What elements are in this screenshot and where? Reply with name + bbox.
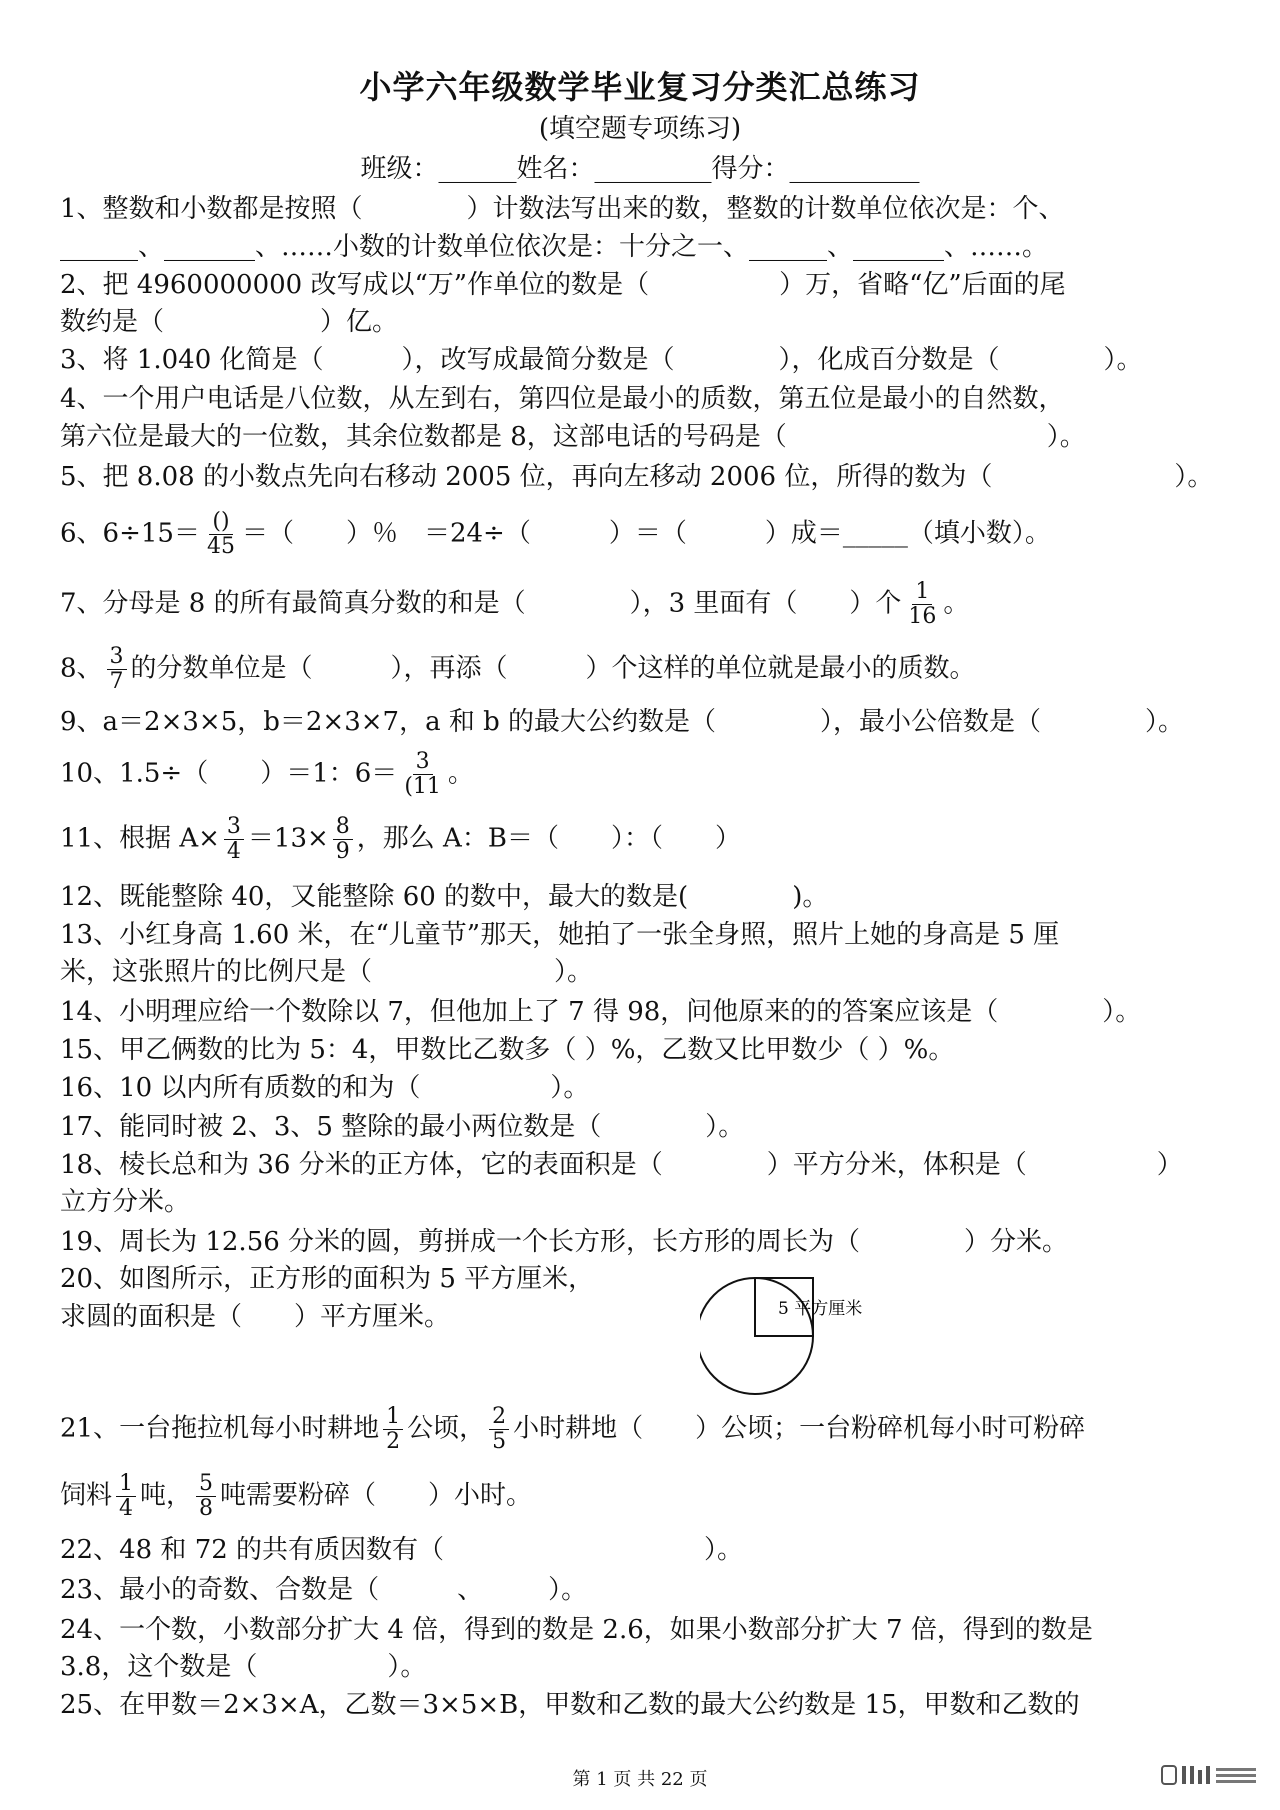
fraction xyxy=(333,815,353,864)
question-line: 3.8，这个数是（ ）。 xyxy=(60,1652,427,1682)
fraction xyxy=(204,510,238,559)
question-6 xyxy=(60,510,1225,559)
fraction xyxy=(383,1405,403,1454)
fraction xyxy=(196,1472,216,1521)
fraction xyxy=(489,1405,509,1454)
fraction-numerator: 2 xyxy=(489,1405,509,1430)
question-line: 13、小红身高 1.60 米，在“儿童节”那天，她拍了一张全身照，照片上她的身高是 5 厘 xyxy=(60,920,1060,950)
circle-square-figure xyxy=(700,1268,900,1398)
question-line: 20、如图所示，正方形的面积为 5 平方厘米， xyxy=(60,1264,595,1294)
q11-text-mid: ＝13× xyxy=(247,823,329,854)
q6-text-a: 6、6÷15＝ xyxy=(60,518,200,549)
fraction-numerator: 3 xyxy=(413,750,433,775)
fraction-numerator: 1 xyxy=(383,1405,403,1430)
question-8 xyxy=(60,645,1225,694)
question-9: 9、a＝2×3×5，b＝2×3×7，a 和 b 的最大公约数是（ ），最小公倍数是（ ）。 xyxy=(60,707,1185,737)
fraction xyxy=(224,815,244,864)
q8-text-a: 8、 xyxy=(60,653,103,684)
page-title: 小学六年级数学毕业复习分类汇总练习 xyxy=(359,68,921,106)
q21b-text-mid: 吨， xyxy=(140,1480,193,1511)
fraction-denominator: (11 xyxy=(404,774,441,799)
q8-text-b: 的分数单位是（ ），再添（ ）个这样的单位就是最小的质数。 xyxy=(130,653,976,684)
fraction-denominator: 9 xyxy=(335,839,350,864)
fraction-denominator: 2 xyxy=(386,1429,401,1454)
question-11 xyxy=(60,815,1225,864)
watermark-logo xyxy=(1160,1762,1260,1788)
question-line: 数约是（ ）亿。 xyxy=(60,307,399,337)
question-line: 3、将 1.040 化简是（ ），改写成最简分数是（ ），化成百分数是（ ）。 xyxy=(60,345,1143,375)
fraction-numerator: 1 xyxy=(912,580,932,605)
question-line: 4、一个用户电话是八位数，从左到右，第四位是最小的质数，第五位是最小的自然数， xyxy=(60,384,1065,414)
q10-text-b: 。 xyxy=(447,758,474,789)
question-line: ______、_______、……小数的计数单位依次是：十分之一、______、_______、……。 xyxy=(60,232,1049,262)
q7-text-a: 7、分母是 8 的所有最简真分数的和是（ ），3 里面有（ ）个 xyxy=(60,588,902,619)
page-subtitle: (填空题专项练习) xyxy=(538,114,742,144)
q7-text-b: 。 xyxy=(943,588,970,619)
question-line: 12、既能整除 40，又能整除 60 的数中，最大的数是( )。 xyxy=(60,882,829,912)
question-line: 22、48 和 72 的共有质因数有（ ）。 xyxy=(60,1535,744,1565)
question-line: 19、周长为 12.56 分米的圆，剪拼成一个长方形，长方形的周长为（ ）分米。 xyxy=(60,1227,1069,1257)
fraction-numerator: 8 xyxy=(333,815,353,840)
question-line: 立方分米。 xyxy=(60,1187,191,1217)
page-footer: 第 1 页 共 22 页 xyxy=(572,1769,708,1790)
question-line: 1、整数和小数都是按照（ ）计数法写出来的数，整数的计数单位依次是：个、 xyxy=(60,194,1065,224)
fraction-denominator: 7 xyxy=(109,669,124,694)
fraction-numerator: 3 xyxy=(107,645,127,670)
fraction-denominator: 5 xyxy=(492,1429,507,1454)
q21b-text-b: 吨需要粉碎（ ）小时。 xyxy=(220,1480,533,1511)
fraction xyxy=(116,1472,136,1521)
question-line: 23、最小的奇数、合数是（ 、 ）。 xyxy=(60,1575,588,1605)
question-10 xyxy=(60,750,1225,799)
question-line: 16、10 以内所有质数的和为（ ）。 xyxy=(60,1073,590,1103)
q21b-text-a: 饲料 xyxy=(60,1480,113,1511)
question-line: 14、小明理应给一个数除以 7，但他加上了 7 得 98，问他原来的的答案应该是（ ）。 xyxy=(60,997,1142,1027)
q21a-text-mid: 公顷， xyxy=(407,1413,486,1444)
q21a-text-b: 小时耕地（ ）公顷；一台粉碎机每小时可粉碎 xyxy=(513,1413,1086,1444)
question-line: 15、甲乙俩数的比为 5：4，甲数比乙数多（ ）%，乙数又比甲数少（ ）%。 xyxy=(60,1035,955,1065)
question-7 xyxy=(60,580,1225,629)
q10-text-a: 10、1.5÷（ ）＝1：6＝ xyxy=(60,758,398,789)
question-line: 25、在甲数＝2×3×A，乙数＝3×5×B，甲数和乙数的最大公约数是 15，甲数和乙数的 xyxy=(60,1690,1080,1720)
student-info-line: 班级：______姓名：_________得分：__________ xyxy=(360,154,920,184)
q11-text-b: ，那么 A：B＝（ ）：（ ） xyxy=(356,823,741,854)
q6-text-b: ＝（ ）％ ＝24÷（ ）＝（ ）成＝_____（填小数）。 xyxy=(241,518,1051,549)
fraction xyxy=(401,750,444,799)
fraction xyxy=(107,645,127,694)
question-21-line-1 xyxy=(60,1405,1225,1454)
q11-text-a: 11、根据 A× xyxy=(60,823,220,854)
fraction-numerator: 1 xyxy=(116,1472,136,1497)
question-line: 求圆的面积是（ ）平方厘米。 xyxy=(60,1302,451,1332)
fraction-denominator: 8 xyxy=(199,1496,214,1521)
fraction-denominator: 4 xyxy=(119,1496,134,1521)
question-line: 2、把 4960000000 改写成以“万”作单位的数是（ ）万，省略“亿”后面的尾 xyxy=(60,270,1066,300)
fraction-denominator: 45 xyxy=(206,534,235,559)
fraction-denominator: 4 xyxy=(226,839,241,864)
question-line: 18、棱长总和为 36 分米的正方体，它的表面积是（ ）平方分米，体积是（ ） xyxy=(60,1150,1183,1180)
fraction-numerator: () xyxy=(209,510,232,535)
question-line: 米，这张照片的比例尺是（ ）。 xyxy=(60,957,594,987)
fraction-denominator: 16 xyxy=(908,604,937,629)
question-line: 17、能同时被 2、3、5 整除的最小两位数是（ ）。 xyxy=(60,1112,745,1142)
question-line: 5、把 8.08 的小数点先向右移动 2005 位，再向左移动 2006 位，所得的数为（ ）。 xyxy=(60,462,1214,492)
question-line: 第六位是最大的一位数，其余位数都是 8，这部电话的号码是（ ）。 xyxy=(60,422,1086,452)
q21a-text-a: 21、一台拖拉机每小时耕地 xyxy=(60,1413,380,1444)
figure-label: 5 平方厘米 xyxy=(778,1299,863,1319)
question-line: 24、一个数，小数部分扩大 4 倍，得到的数是 2.6，如果小数部分扩大 7 倍，得到的数是 xyxy=(60,1615,1093,1645)
fraction-numerator: 5 xyxy=(196,1472,216,1497)
fraction xyxy=(905,580,939,629)
question-21-line-2 xyxy=(60,1472,1225,1521)
fraction-numerator: 3 xyxy=(224,815,244,840)
